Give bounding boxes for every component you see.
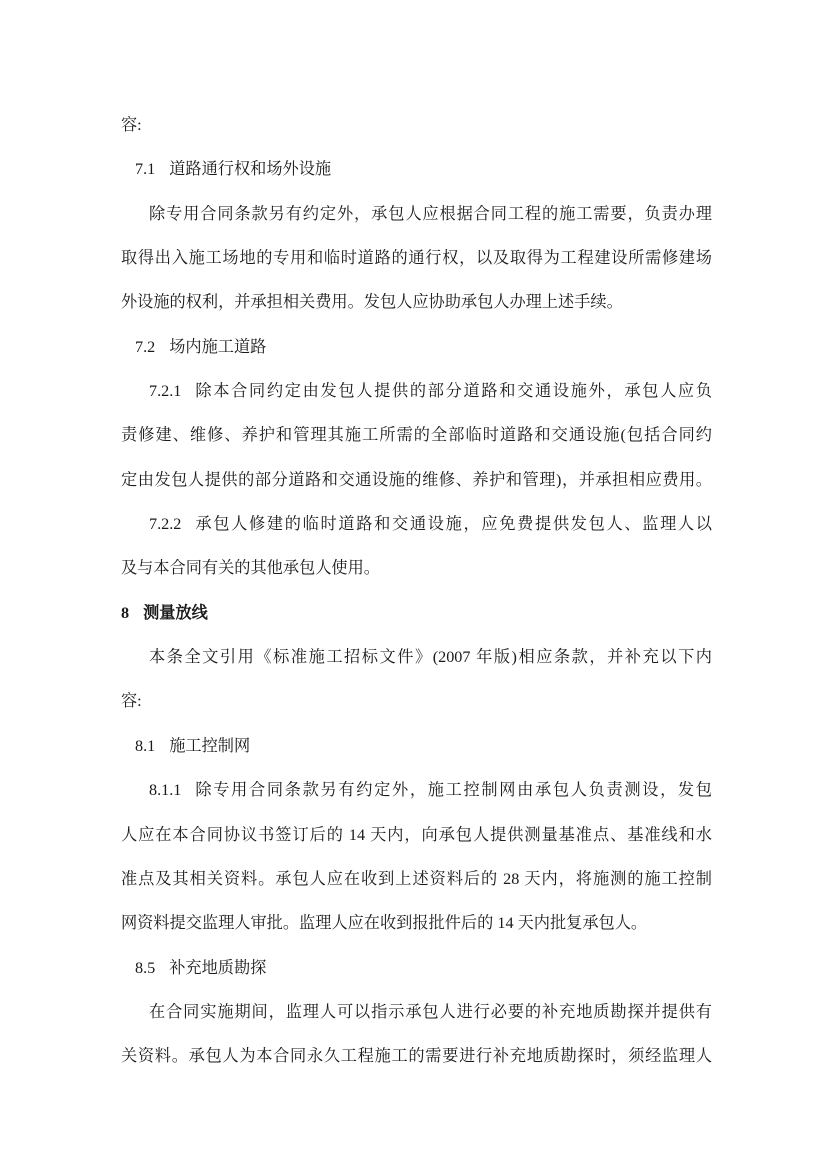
subsection-heading [121, 325, 712, 369]
text-line [121, 369, 712, 413]
text-line [121, 857, 712, 901]
text-line [121, 679, 712, 723]
text-line [121, 813, 712, 857]
line-text: 准点及其相关资料。承包人应在收到上述资料后的 28 天内，将施测的施工控制 [121, 869, 712, 888]
clause-number: 8 [121, 603, 130, 622]
line-text: 场内施工道路 [169, 337, 267, 356]
clause-number: 8.1 [135, 736, 156, 755]
line-text: 补充地质勘探 [169, 958, 267, 977]
line-text: 本条全文引用《标准施工招标文件》(2007 年版)相应条款，并补充以下内 [149, 648, 712, 667]
line-text: 定由发包人提供的部分道路和交通设施的维修、养护和管理)，并承担相应费用。 [121, 470, 712, 489]
text-line [121, 1034, 712, 1078]
section-heading [121, 591, 712, 635]
line-text: 容: [121, 692, 142, 711]
clause-number: 8.5 [135, 958, 156, 977]
subsection-heading [121, 946, 712, 990]
clause-number: 7.2 [135, 337, 156, 356]
text-line [121, 990, 712, 1034]
line-text: 关资料。承包人为本合同永久工程施工的需要进行补充地质勘探时，须经监理人 [121, 1047, 712, 1066]
line-text: 施工控制网 [169, 736, 251, 755]
line-text: 外设施的权利，并承担相关费用。发包人应协助承包人办理上述手续。 [121, 293, 623, 312]
line-text: 除专用合同条款另有约定外，施工控制网由承包人负责测设，发包 [195, 781, 712, 800]
text-line [121, 901, 712, 945]
text-line [121, 103, 712, 147]
text-line [121, 280, 712, 324]
line-text: 责修建、维修、养护和管理其施工所需的全部临时道路和交通设施(包括合同约 [121, 426, 712, 445]
subsection-heading [121, 147, 712, 191]
subsection-heading [121, 724, 712, 768]
text-line [121, 768, 712, 812]
clause-number: 7.2.1 [149, 382, 182, 401]
line-text: 取得出入施工场地的专用和临时道路的通行权，以及取得为工程建设所需修建场 [121, 249, 712, 268]
line-text: 道路通行权和场外设施 [169, 160, 332, 179]
document-page [121, 103, 712, 1079]
clause-number: 7.2.2 [149, 515, 182, 534]
text-line [121, 458, 712, 502]
text-line [121, 635, 712, 679]
line-text: 测量放线 [143, 603, 208, 622]
line-text: 容: [121, 116, 142, 134]
line-text: 在合同实施期间，监理人可以指示承包人进行必要的补充地质勘探并提供有 [149, 1002, 712, 1021]
text-line [121, 236, 712, 280]
line-text: 人应在本合同协议书签订后的 14 天内，向承包人提供测量基准点、基准线和水 [121, 825, 712, 844]
text-line [121, 413, 712, 457]
text-line [121, 502, 712, 546]
line-text: 除本合同约定由发包人提供的部分道路和交通设施外，承包人应负 [195, 382, 712, 401]
text-line [121, 546, 712, 590]
clause-number: 8.1.1 [149, 781, 182, 800]
line-text: 及与本合同有关的其他承包人使用。 [121, 559, 380, 578]
line-text: 网资料提交监理人审批。监理人应在收到报批件后的 14 天内批复承包人。 [121, 914, 648, 933]
line-text: 承包人修建的临时道路和交通设施，应免费提供发包人、监理人以 [195, 515, 712, 534]
text-line [121, 192, 712, 236]
line-text: 除专用合同条款另有约定外，承包人应根据合同工程的施工需要，负责办理 [149, 204, 712, 223]
clause-number: 7.1 [135, 160, 156, 179]
